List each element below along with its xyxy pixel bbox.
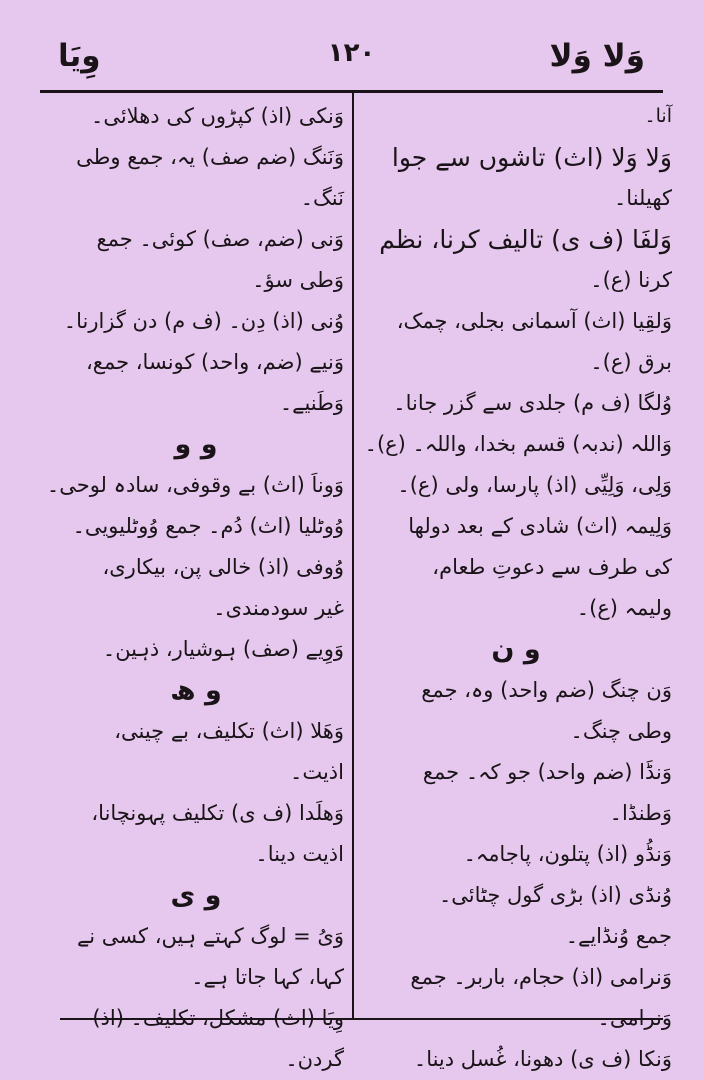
section-heading: و ھ bbox=[170, 675, 222, 706]
right-column bbox=[360, 96, 672, 1071]
column-divider bbox=[352, 93, 354, 1018]
section-heading: و و bbox=[174, 429, 218, 460]
entry-line: وَنرامی۔ bbox=[597, 1006, 672, 1030]
entry-line: وُوفی (اذ) خالی پن، بیکاری، bbox=[102, 555, 344, 579]
section-heading: و ن bbox=[491, 634, 541, 665]
entry-line: گردن۔ bbox=[285, 1047, 344, 1071]
entry-line: وَن چنگ (ضم واحد) وہ، جمع bbox=[421, 678, 672, 702]
entry-line: کہا، کہا جاتا ہے۔ bbox=[191, 965, 344, 989]
entry-line: اذیت۔ bbox=[290, 760, 344, 784]
entry-line: آنا۔ bbox=[644, 105, 672, 127]
entry-line: وَیُ = لوگ کہتے ہیں، کسی نے bbox=[76, 924, 344, 948]
left-headword: وِیَا bbox=[58, 38, 101, 74]
page-number: ۱۲۰ bbox=[327, 38, 376, 68]
entry-line: برق (ع)۔ bbox=[590, 350, 672, 374]
entry-line: وَنڈُو (اذ) پتلون، پاجامہ۔ bbox=[463, 842, 672, 866]
entry-line: وَھلَدا (ف ی) تکلیف پہونچانا، bbox=[91, 801, 344, 825]
entry-line: کرنا (ع)۔ bbox=[590, 268, 672, 292]
entry-line: وَطی سؤ۔ bbox=[252, 268, 344, 292]
page-header bbox=[40, 28, 663, 90]
footer-rule bbox=[60, 1018, 663, 1020]
entry-line: وَنی (ضم، صف) کوئی۔ جمع bbox=[96, 227, 344, 251]
entry-line: کی طرف سے دعوتِ طعام، bbox=[432, 555, 672, 579]
entry-line: وَطنڈا۔ bbox=[609, 801, 672, 825]
entry-line: کھیلنا۔ bbox=[613, 186, 672, 210]
entry-line: وَوناَ (اث) بے وقوفی، سادہ لوحی۔ bbox=[46, 473, 344, 497]
entry-line: وَنکی (اذ) کپڑوں کی دھلائی۔ bbox=[91, 104, 344, 128]
entry-line: ولیمہ (ع)۔ bbox=[576, 596, 672, 620]
right-headword: وَلا وَلا bbox=[549, 38, 645, 74]
entry-line: وَھَلا (اث) تکلیف، بے چینی، bbox=[114, 719, 344, 743]
entry-line: اذیت دینا۔ bbox=[255, 842, 344, 866]
entry-line: وَلقِیا (اث) آسمانی بجلی، چمک، bbox=[396, 309, 672, 333]
entry-line: وُنی (اذ) دِن۔ (ف م) دن گزارنا۔ bbox=[63, 309, 344, 333]
entry-line: جمع وُنڈایے۔ bbox=[565, 924, 672, 948]
entry-line: وَلِیمہ (اث) شادی کے بعد دولھا bbox=[408, 514, 672, 538]
entry-line: وَنڈَا (ضم واحد) جو کہ۔ جمع bbox=[422, 760, 672, 784]
entry-line: وُنڈی (اذ) بڑی گول چٹائی۔ bbox=[438, 883, 672, 907]
entry-line: وَنیے (ضم، واحد) کونسا، جمع، bbox=[86, 350, 344, 374]
section-heading: و ی bbox=[170, 880, 222, 911]
entry-line: نَنگ۔ bbox=[300, 186, 344, 210]
entry-line: وَوِیے (صف) ہوشیار، ذہین۔ bbox=[102, 637, 344, 661]
entry-line: وُلگا (ف م) جلدی سے گزر جانا۔ bbox=[393, 391, 672, 415]
entry-line: وَلا وَلا (اث) تاشوں سے جوا bbox=[391, 143, 672, 172]
entry-line: وطی چنگ۔ bbox=[570, 719, 672, 743]
entry-line: وَلِی، وَلِیِّی (اذ) پارسا، ولی (ع)۔ bbox=[397, 473, 672, 497]
left-column bbox=[46, 96, 344, 1071]
entry-line: غیر سودمندی۔ bbox=[213, 596, 344, 620]
entry-line: وَنَنگ (ضم صف) یہ، جمع وطی bbox=[76, 145, 344, 169]
entry-line: وَنرامی (اذ) حجام، باربر۔ جمع bbox=[410, 965, 672, 989]
entry-line: وَطَنیے۔ bbox=[279, 391, 344, 415]
entry-line: وَاللہ (ندبہ) قسم بخدا، واللہ۔ (ع)۔ bbox=[364, 432, 672, 456]
entry-line: وَلفَا (ف ی) تالیف کرنا، نظم bbox=[379, 225, 672, 254]
entry-line: وُوٹلیا (اث) دُم۔ جمع وُوٹلیویی۔ bbox=[72, 514, 344, 538]
entry-line: وَنکا (ف ی) دھونا، غُسل دینا۔ bbox=[413, 1047, 672, 1071]
entry-line: وِیَا (اث) مشکل، تکلیف۔ (اذ) bbox=[92, 1006, 344, 1030]
